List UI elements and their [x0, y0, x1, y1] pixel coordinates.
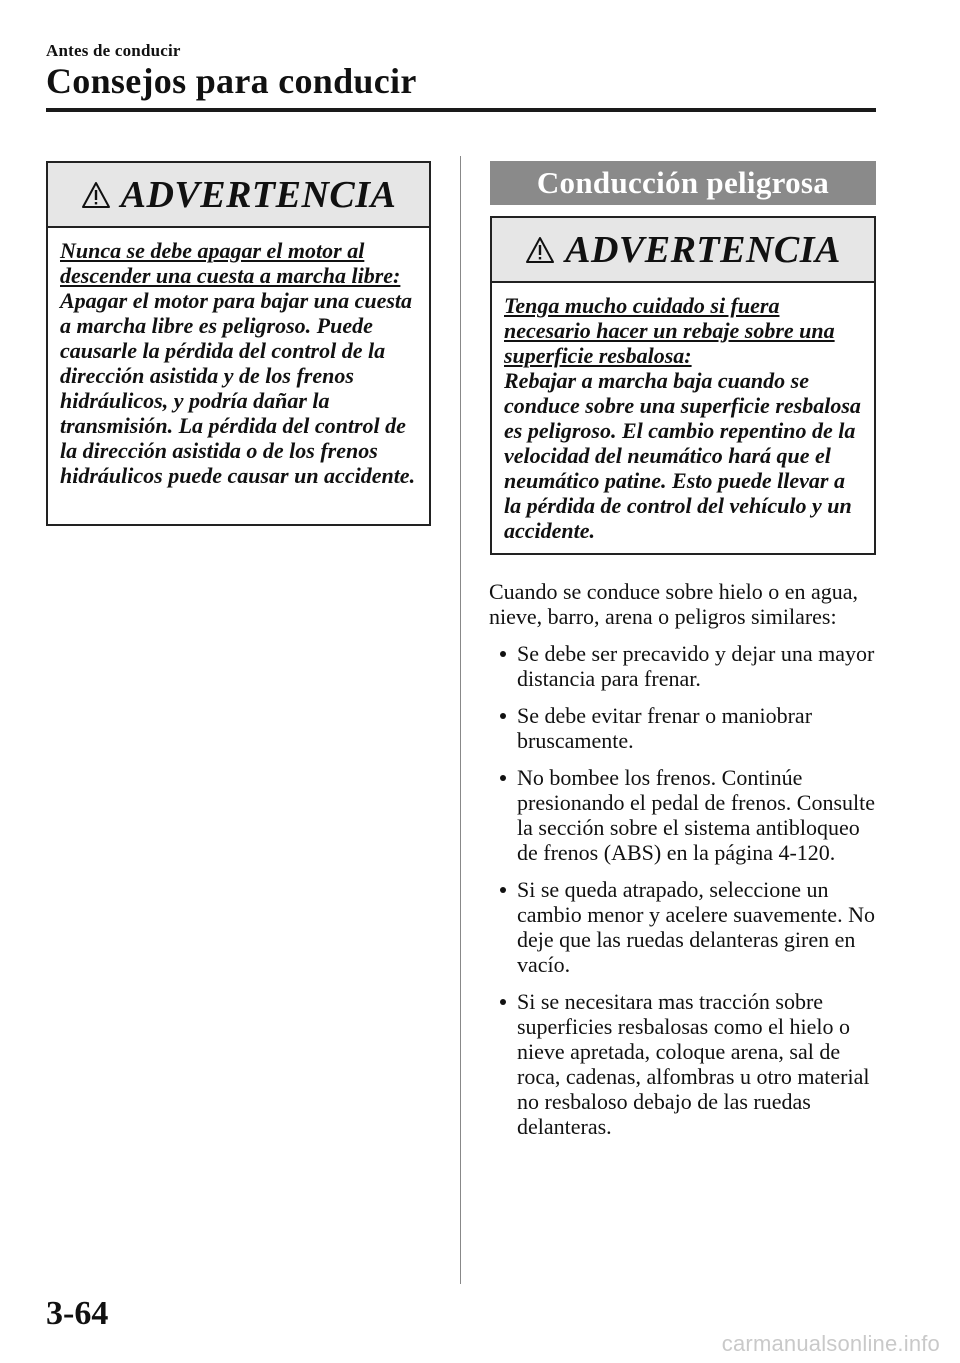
warning-header: [48, 163, 429, 228]
list-item-text: Si se queda atrapado, seleccione un cambio menor y acelere suavemente. No deje que las ruedas delanteras giren en vacío.: [517, 877, 875, 977]
warning-triangle-icon: [81, 181, 111, 209]
intro-paragraph: Cuando se conduce sobre hielo o en agua, nieve, barro, arena o peligros similares:: [489, 579, 858, 629]
list-item: [489, 703, 884, 753]
bullet-dot-icon: [500, 887, 506, 893]
warning-body: [492, 283, 874, 553]
body-content: [489, 579, 884, 1151]
page-title: Consejos para conducir: [46, 61, 417, 101]
bullet-dot-icon: [500, 775, 506, 781]
warning-lead: Nunca se debe apagar el motor al descender una cuesta a marcha libre:: [60, 238, 401, 288]
list-item: [489, 877, 884, 977]
bullet-dot-icon: [500, 713, 506, 719]
header-rule: [46, 108, 876, 112]
warning-lead: Tenga mucho cuidado si fuera necesario hacer un rebaje sobre una superficie resbalosa:: [504, 293, 835, 368]
list-item-text: No bombee los frenos. Continúe presionando el pedal de frenos. Consulte la sección sobre el sistema antibloqueo de frenos (ABS) en la página 4-120.: [517, 765, 876, 865]
list-item: [489, 641, 884, 691]
list-item-text: Se debe evitar frenar o maniobrar bruscamente.: [517, 703, 813, 753]
section-label: Antes de conducir: [46, 41, 181, 60]
bullet-dot-icon: [500, 999, 506, 1005]
list-item-text: Se debe ser precavido y dejar una mayor distancia para frenar.: [517, 641, 875, 691]
warning-box-slippery: [490, 216, 876, 555]
warning-box-engine-off: [46, 161, 431, 526]
column-divider: [460, 156, 461, 1284]
bullet-dot-icon: [500, 651, 506, 657]
page-number: 3-64: [46, 1295, 109, 1332]
watermark: carmanualsonline.info: [721, 1331, 940, 1356]
warning-text: Rebajar a marcha baja cuando se conduce sobre una superficie resbalosa es peligroso. El cambio repentino de la velocidad del neumático hará que el neumático patine. Esto puede llevar a la pérdida de control del vehículo y un accidente.: [504, 368, 861, 543]
warning-title: ADVERTENCIA: [120, 173, 397, 216]
list-item-text: Si se necesitara mas tracción sobre superficies resbalosas como el hielo o nieve apretada, coloque arena, sal de roca, cadenas, alfombras u otro material no resbaloso debajo de las ruedas delanteras.: [517, 989, 870, 1139]
list-item: [489, 989, 884, 1139]
warning-title: ADVERTENCIA: [565, 228, 841, 271]
section-heading: Conducción peligrosa: [490, 161, 876, 205]
warning-triangle-icon: [525, 236, 555, 264]
warning-body: [48, 228, 429, 498]
list-item: [489, 765, 884, 865]
warning-header: [492, 218, 874, 283]
warning-text: Apagar el motor para bajar una cuesta a marcha libre es peligroso. Puede causarle la pérdida del control de la dirección asistida y de los frenos hidráulicos, y podría dañar la transmisión. La pérdida del control de la dirección asistida o de los frenos hidráulicos puede causar un accidente.: [60, 288, 416, 488]
